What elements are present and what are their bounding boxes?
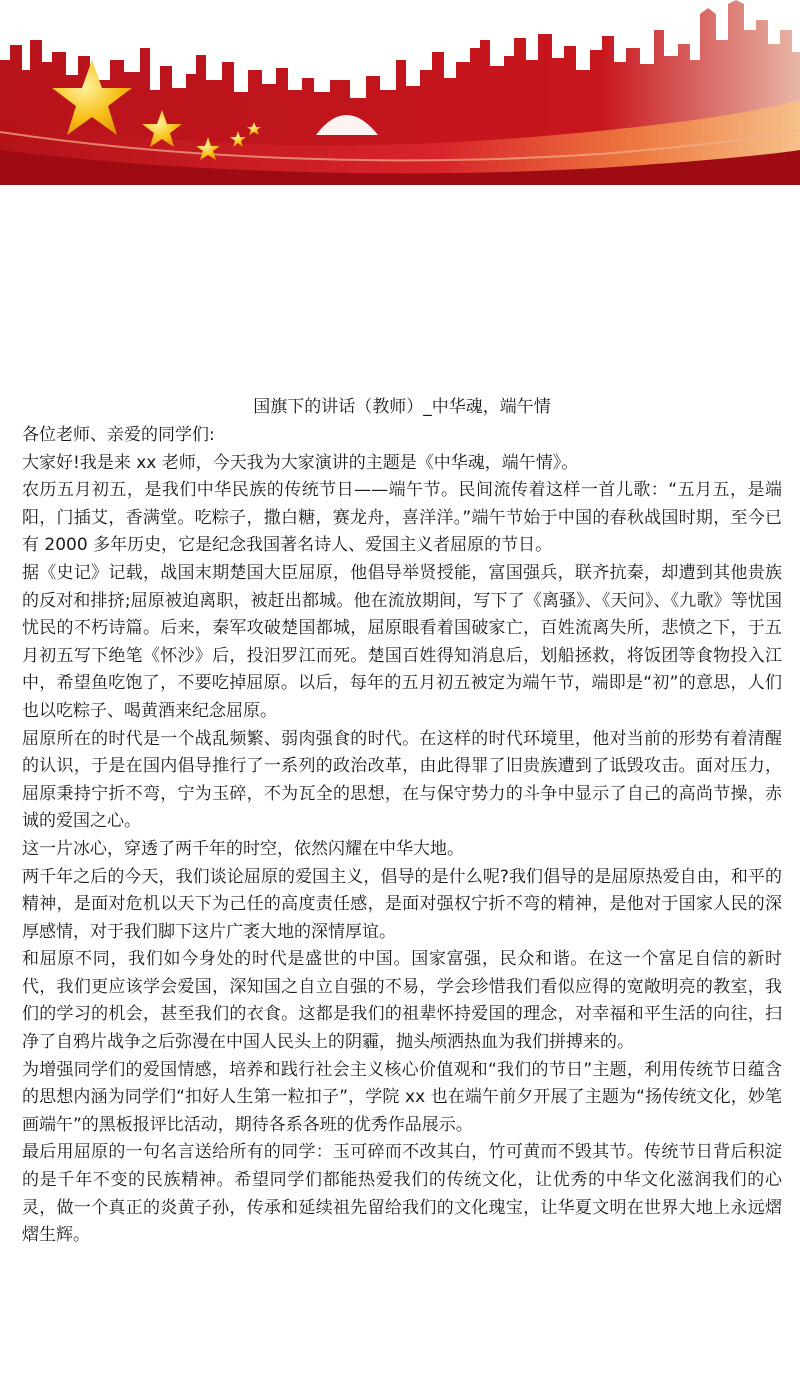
paragraph: 大家好!我是来 xx 老师，今天我为大家演讲的主题是《中华魂，端午情》。 — [22, 452, 579, 473]
paragraph-salutation: 各位老师、亲爱的同学们: — [22, 425, 215, 445]
paragraph: 这一片冰心，穿透了两千年的时空，依然闪耀在中华大地。 — [22, 838, 464, 859]
paragraph: 农历五月初五，是我们中华民族的传统节日——端午节。民间流传着这样一首儿歌：“五月五，是端阳，门插艾，香满堂。吃粽子，撒白糖，赛龙舟，喜洋洋。”端午节始于中国的春秋战国时期，至今已有 2000 多年历史，它是纪念我国著名诗人、爱国主义者屈原的节日。 — [22, 480, 782, 556]
paragraph: 两千年之后的今天，我们谈论屈原的爱国主义，倡导的是什么呢?我们倡导的是屈原热爱自由，和平的精神，是面对危机以天下为己任的高度责任感，是面对强权宁折不弯的精神，是他对于国家人民的深厚感情，对于我们脚下这片广袤大地的深情厚谊。 — [22, 866, 782, 942]
paragraph: 屈原所在的时代是一个战乱频繁、弱肉强食的时代。在这样的时代环境里，他对当前的形势有着清醒的认识，于是在国内倡导推行了一系列的政治改革，由此得罪了旧贵族遭到了诋毁攻击。面对压力，屈原秉持宁折不弯，宁为玉碎，不为瓦全的思想，在与保守势力的斗争中显示了自己的高尚节操，赤诚的爱国之心。 — [22, 728, 782, 832]
paragraph: 和屈原不同，我们如今身处的时代是盛世的中国。国家富强，民众和谐。在这一个富足自信的新时代，我们更应该学会爱国，深知国之自立自强的不易，学会珍惜我们看似应得的宽敞明亮的教室，我们的学习的机会，甚至我们的衣食。这都是我们的祖辈怀持爱国的理念，对幸福和平生活的向往，扫净了自鸦片战争之后弥漫在中国人民头上的阴霾，抛头颅洒热血为我们拼搏来的。 — [22, 949, 782, 1053]
paragraph-closing: 最后用屈原的一句名言送给所有的同学：玉可碎而不改其白，竹可黄而不毁其节。传统节日背后积淀的是千年不变的民族精神。希望同学们都能热爱我们的传统文化，让优秀的中华文化滋润我们的心灵，做一个真正的炎黄子孙，传承和延续祖先留给我们的文化瑰宝，让华夏文明在世界大地上永远熠熠生辉。 — [22, 1142, 782, 1246]
document-title: 国旗下的讲话（教师）_中华魂，端午情 — [253, 397, 551, 417]
paragraph: 据《史记》记载，战国末期楚国大臣屈原，他倡导举贤授能，富国强兵，联齐抗秦，却遭到其他贵族的反对和排挤;屈原被迫离职，被赶出都城。他在流放期间，写下了《离骚》、《天问》、《九歌》等忧国忧民的不朽诗篇。后来，秦军攻破楚国都城，屈原眼看着国破家亡，百姓流离失所，悲愤之下，于五月初五写下绝笔《怀沙》后，投汨罗江而死。楚国百姓得知消息后，划船拯救，将饭团等食物投入江中，希望鱼吃饱了，不要吃掉屈原。以后，每年的五月初五被定为端午节，端即是“初”的意思，人们也以吃粽子、喝黄酒来纪念屈原。 — [22, 562, 782, 721]
paragraph: 为增强同学们的爱国情感，培养和践行社会主义核心价值观和“我们的节日”主题，利用传统节日蕴含的思想内涵为同学们“扣好人生第一粒扣子”，学院 xx 也在端午前夕开展了主题为“扬传统文化，妙笔画端午”的黑板报评比活动，期待各系各班的优秀作品展示。 — [22, 1059, 782, 1135]
header-banner — [0, 0, 800, 185]
speech-document — [22, 392, 782, 1250]
city-skyline-graphic — [0, 0, 800, 185]
